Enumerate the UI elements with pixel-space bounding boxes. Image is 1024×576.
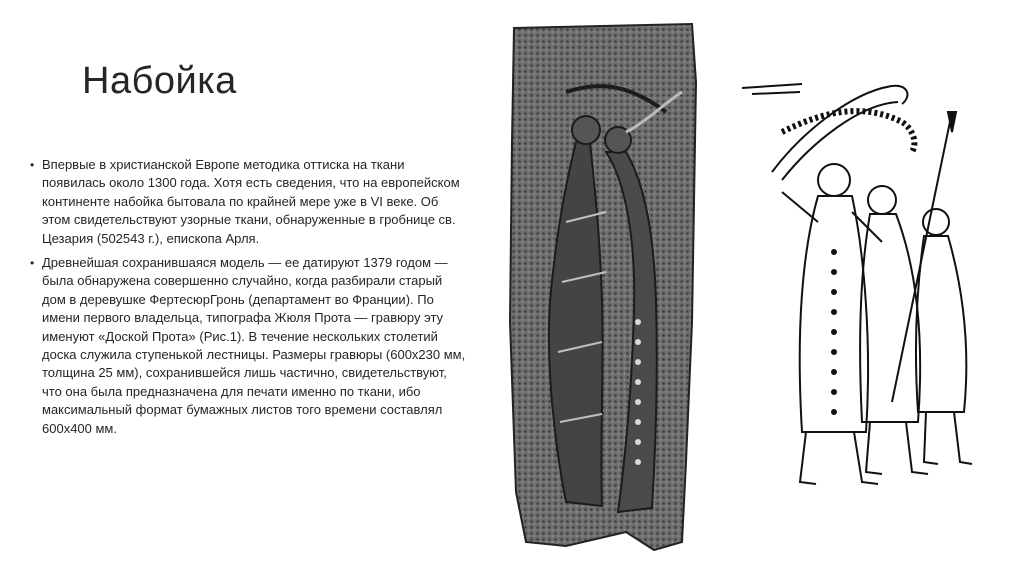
line-drawing-figures: [742, 72, 974, 524]
woodblock-photo: [506, 22, 698, 552]
bullet-dot: •: [30, 256, 35, 271]
bullet-text: Впервые в христианской Европе методика оттиска на ткани появилась около 1300 года. Хотя есть сведения, что на европейском континенте набойка бытовала по крайней мере уже в VI веке. Об этом свидетельствуют узорные ткани, обнаруженные в гробнице св. Цезария (502543 г.), епископа Арля.: [42, 157, 460, 246]
slide-title: Набойка: [82, 60, 237, 102]
bullet-item: [30, 156, 466, 248]
bullet-dot: •: [30, 158, 35, 172]
bullet-list: [30, 156, 466, 444]
bullet-text: Древнейшая сохранившаяся модель — ее датируют 1379 годом — была обнаружена совершенно случайно, когда разбирали старый дом в деревушке ФертесюрГронь (департамент во Франции). По имени первого владельца, типографа Жюля Прота — гравюру эту именуют «Доской Прота» (Рис.1). В течение нескольких столетий доска служила ступенькой лестницы. Размеры гравюры (600x230 мм, толщина 25 мм), сохранившейся лишь частично, свидетельствуют, что она была предназначена для печати именно по ткани, ибо максимальный формат бумажных листов того времени составлял 600x400 мм.: [42, 255, 466, 436]
bullet-item: [30, 254, 466, 438]
